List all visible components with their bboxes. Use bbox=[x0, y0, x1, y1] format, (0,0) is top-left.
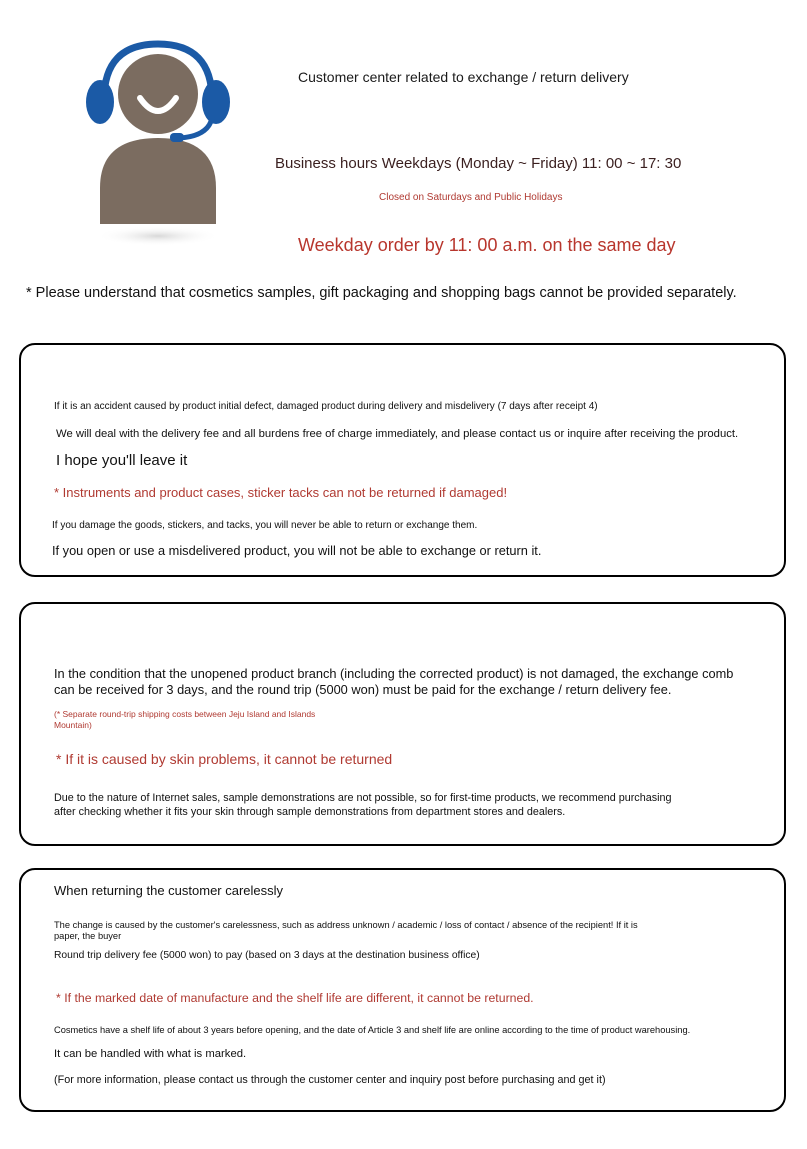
business-hours: Business hours Weekdays (Monday ~ Friday) 11: 00 ~ 17: 30 bbox=[275, 155, 682, 172]
carelessness-cases-text: The change is caused by the customer's carelessness, such as address unknown / academic / loss of contact / absence of the recipient! If it is paper, the buyer bbox=[54, 920, 638, 941]
closed-days: Closed on Saturdays and Public Holidays bbox=[379, 192, 563, 203]
misdelivery-text: If you open or use a misdelivered product, you will not be able to exchange or return it. bbox=[52, 543, 542, 558]
jeju-shipping-note: (* Separate round-trip shipping costs between Jeju Island and Islands Mountain) bbox=[54, 709, 316, 730]
leave-it-text: I hope you'll leave it bbox=[56, 452, 188, 469]
shelf-life-text: Cosmetics have a shelf life of about 3 years before opening, and the date of Article 3 and shelf life are online according to the time of product warehousing. bbox=[54, 1025, 691, 1035]
careless-return-heading: When returning the customer carelessly bbox=[54, 883, 284, 898]
damage-no-return-text: If you damage the goods, stickers, and tacks, you will never be able to return or exchange them. bbox=[52, 520, 478, 531]
exchange-condition-text: In the condition that the unopened product branch (including the corrected product) is not damaged, the exchange comb can be received for 3 days, and the round trip (5000 won) must be paid for the exchange / return delivery fee. bbox=[54, 666, 734, 697]
more-info-text: (For more information, please contact us through the customer center and inquiry post before purchasing and get it) bbox=[54, 1074, 606, 1086]
damage-warning: * Instruments and product cases, sticker tacks can not be returned if damaged! bbox=[54, 485, 508, 500]
sample-recommendation-text: Due to the nature of Internet sales, sample demonstrations are not possible, so for first-time products, we recommend purchasing after checking whether it fits your skin through sample demonstrations from department stores and dealers. bbox=[54, 792, 672, 818]
handled-as-marked-text: It can be handled with what is marked. bbox=[54, 1048, 247, 1060]
free-handling-text: We will deal with the delivery fee and all burdens free of charge immediately, and please contact us or inquire after receiving the product. bbox=[56, 428, 739, 440]
header-title: Customer center related to exchange / return delivery bbox=[298, 69, 629, 85]
samples-notice: * Please understand that cosmetics samples, gift packaging and shopping bags cannot be provided separately. bbox=[26, 285, 737, 301]
customer-service-headset-icon bbox=[84, 38, 232, 248]
defect-policy-box bbox=[19, 343, 786, 577]
careless-return-box bbox=[19, 868, 786, 1112]
exchange-policy-box bbox=[19, 602, 786, 846]
manufacture-date-warning: * If the marked date of manufacture and the shelf life are different, it cannot be returned. bbox=[56, 991, 534, 1005]
skin-problem-warning: * If it is caused by skin problems, it cannot be returned bbox=[56, 751, 393, 767]
order-cutoff: Weekday order by 11: 00 a.m. on the same day bbox=[298, 235, 676, 255]
defect-condition-text: If it is an accident caused by product initial defect, damaged product during delivery and misdelivery (7 days after receipt 4) bbox=[54, 401, 598, 412]
round-trip-fee-text: Round trip delivery fee (5000 won) to pay (based on 3 days at the destination business office) bbox=[54, 950, 480, 961]
